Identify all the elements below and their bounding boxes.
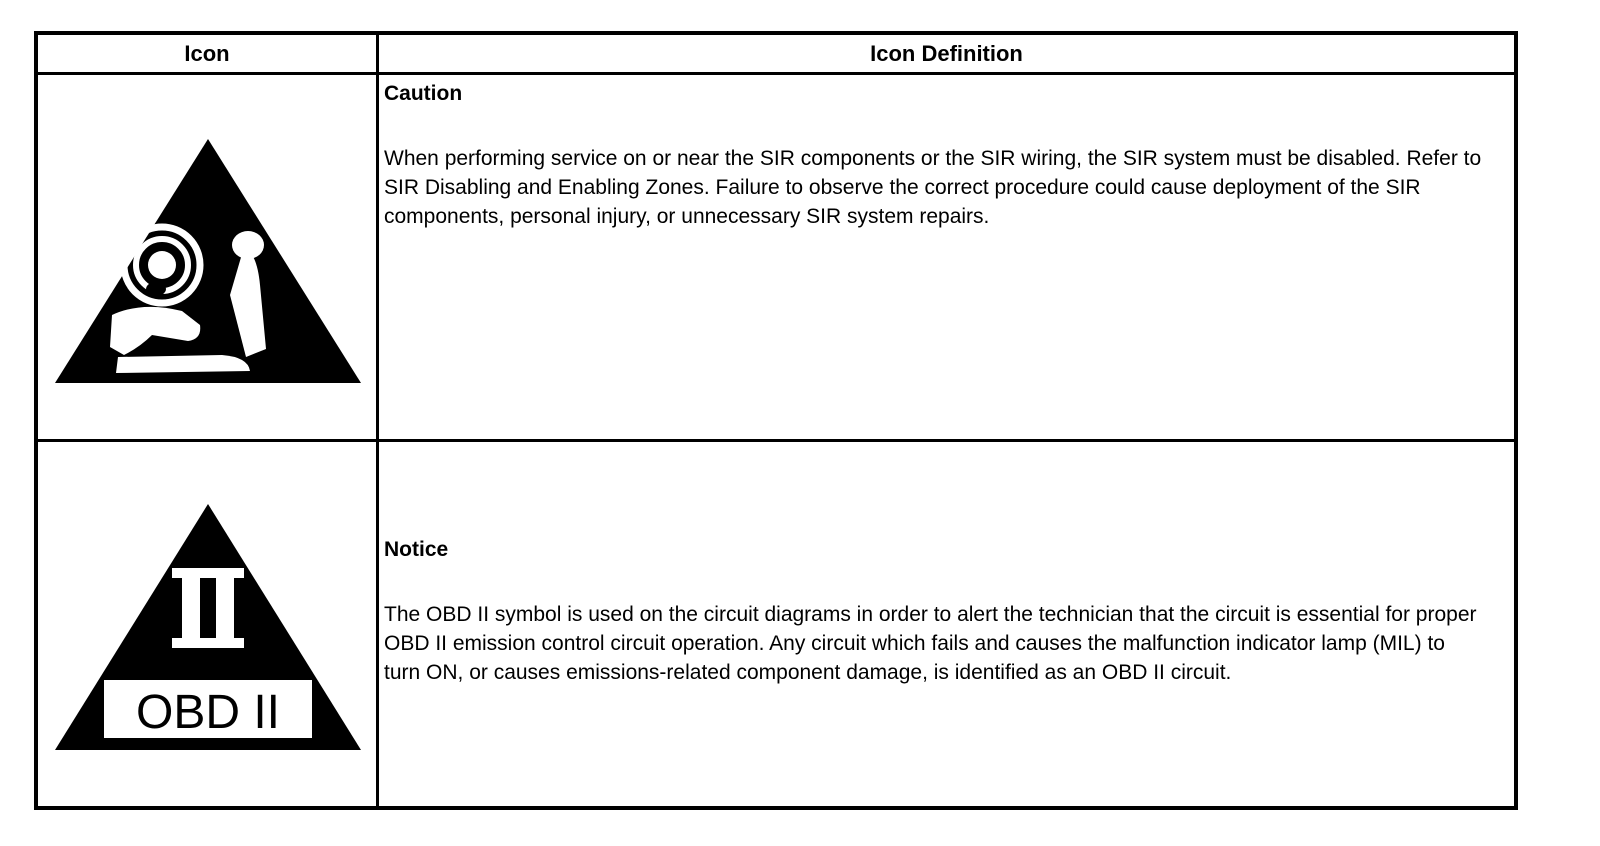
header-icon: Icon (184, 41, 230, 66)
definition-text: When performing service on or near the SIR components or the SIR wiring, the SIR system must be disabled. Refer to SIR Disabling and Enabling Zones. Failure to observe the correct procedure could cause deployment of the SIR components, personal injury, or unnecessary SIR system repairs. (384, 147, 1482, 228)
column-divider (376, 35, 379, 806)
table-row-definition (384, 79, 1484, 231)
table-row-icon-cell (38, 75, 376, 439)
table-row-definition (384, 535, 1484, 687)
icon-definition-table (34, 31, 1518, 810)
definition-text: The OBD II symbol is used on the circuit diagrams in order to alert the technician that the circuit is essential for proper OBD II emission control circuit operation. Any circuit which fails and causes the malfunction indicator lamp (MIL) to turn ON, or causes emissions-related component damage, is identified as an OBD II circuit. (384, 603, 1477, 684)
obd-ii-icon-label: OBD II (135, 686, 281, 739)
sir-airbag-warning-icon (52, 135, 364, 385)
definition-title: Caution (384, 82, 463, 105)
definition-title: Notice (384, 538, 449, 561)
table-row-icon-cell (38, 442, 376, 810)
header-icon-definition: Icon Definition (870, 41, 1023, 66)
